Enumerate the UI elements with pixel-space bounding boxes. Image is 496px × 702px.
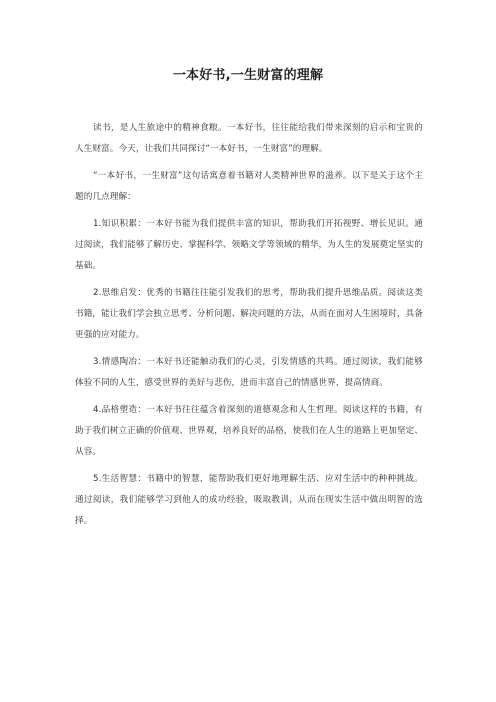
document-title: 一本好书,一生财富的理解 — [172, 68, 324, 83]
paragraph-wisdom: 5.生活智慧：书籍中的智慧，能帮助我们更好地理解生活、应对生活中的种种挑战。通过阅读，我们能够学习到他人的成功经验，吸取教训，从而在现实生活中做出明智的选择。 — [75, 474, 423, 526]
document-body — [75, 118, 423, 538]
paragraph-theme: “一本好书，一生财富”这句话寓意着书籍对人类精神世界的滋养。以下是关于这个主题的几点理解： — [75, 171, 423, 202]
paragraph-thinking: 2.思维启发：优秀的书籍往往能引发我们的思考，帮助我们提升思维品质。阅读这类书籍，能让我们学会独立思考、分析问题、解决问题的方法，从而在面对人生困境时，具备更强的应对能力。 — [75, 288, 423, 340]
paragraph-character: 4.品格塑造：一本好书往往蕴含着深刻的道德观念和人生哲理。阅读这样的书籍，有助于我们树立正确的价值观、世界观，培养良好的品格，使我们在人生的道路上更加坚定、从容。 — [75, 405, 423, 457]
paragraph-intro: 读书，是人生旅途中的精神食粮。一本好书，往往能给我们带来深刻的启示和宝贵的人生财富。今天，让我们共同探讨“一本好书，一生财富”的理解。 — [75, 123, 423, 154]
paragraph-emotion: 3.情感陶冶：一本好书还能触动我们的心灵，引发情感的共鸣。通过阅读，我们能够体验不同的人生，感受世界的美好与悲伤，进而丰富自己的情感世界，提高情商。 — [75, 357, 423, 388]
paragraph-knowledge: 1.知识积累：一本好书能为我们提供丰富的知识，帮助我们开拓视野、增长见识。通过阅读，我们能够了解历史、掌握科学、领略文学等领域的精华，为人生的发展奠定坚实的基础。 — [75, 219, 423, 271]
